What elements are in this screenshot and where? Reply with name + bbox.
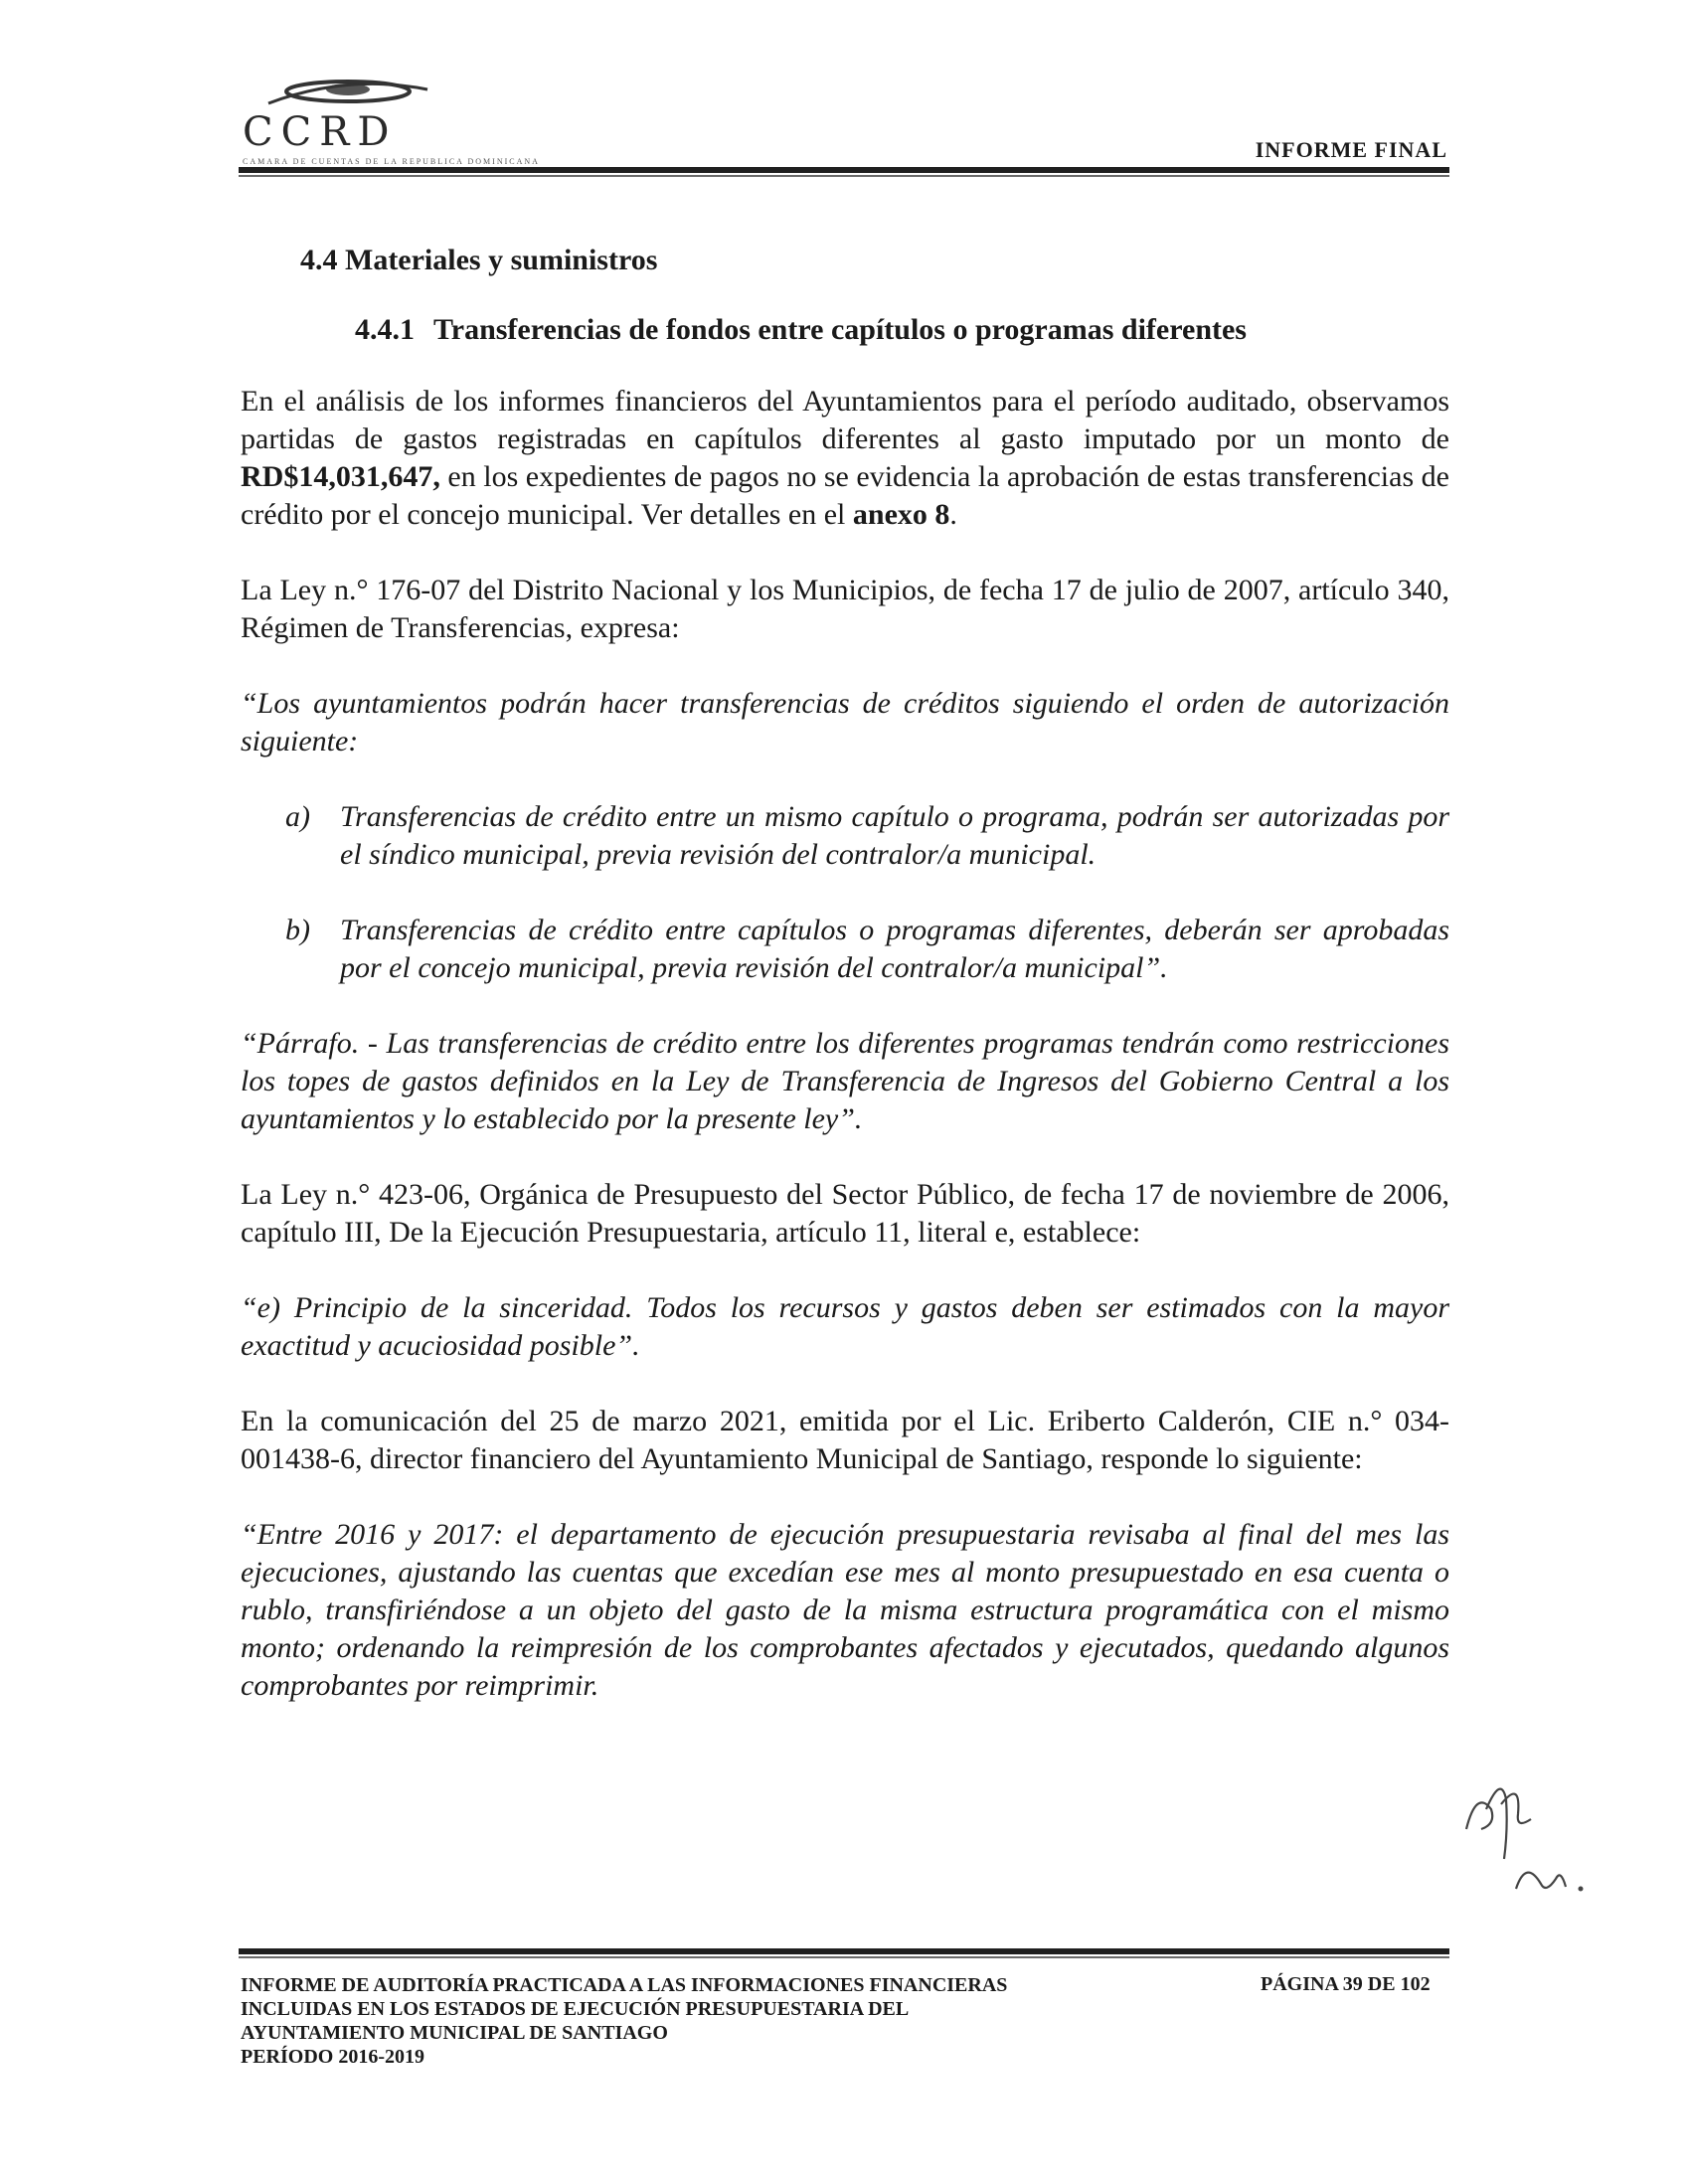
quote-law-176: “Los ayuntamientos podrán hacer transferencias de créditos siguiendo el orden de autorización siguiente: — [241, 687, 1449, 757]
section-number: 4.4 — [300, 244, 338, 276]
logo-subtitle: CAMARA DE CUENTAS DE LA REPUBLICA DOMINICANA — [243, 157, 540, 166]
quote-response: “Entre 2016 y 2017: el departamento de ejecución presupuestaria revisaba al final del mes las ejecuciones, ajustando las cuentas que excedían ese mes al monto presupuestado en esa cuenta o rublo, transfiriéndose a un objeto del gasto de la misma estructura programática con el mismo monto; ordenando la reimpresión de los comprobantes afectados y ejecutados, quedando algunos comprobantes por reimprimir. — [241, 1518, 1449, 1702]
finding-amount: RD$14,031,647, — [241, 460, 440, 493]
footer-line: INCLUIDAS EN LOS ESTADOS DE EJECUCIÓN PRESUPUESTARIA DEL — [241, 1998, 910, 2020]
list-item — [241, 912, 1449, 987]
ccrd-logo — [239, 68, 540, 167]
list-text: Transferencias de crédito entre capítulos o programas diferentes, deberán ser aprobadas por el concejo municipal, previa revisión del contralor/a municipal”. — [340, 914, 1449, 984]
footer-line: PERÍODO 2016-2019 — [241, 2046, 424, 2068]
paragraph-communication: En la comunicación del 25 de marzo 2021, emitida por el Lic. Eriberto Calderón, CIE n.° 034-001438-6, director financiero del Ayuntamiento Municipal de Santiago, responde lo siguiente: — [241, 1405, 1449, 1475]
finding-text-2: en los expedientes de pagos no se evidencia la aprobación de estas transferencias de crédito por el concejo municipal. Ver detalles en el — [241, 460, 1449, 531]
footer-rule-thin — [239, 1956, 1449, 1958]
footer-report-title — [241, 1973, 1007, 2069]
annex-reference: anexo 8 — [852, 498, 950, 531]
handwritten-initials-signature — [1446, 1769, 1596, 1909]
header-rule-thin — [239, 175, 1449, 177]
quote-paragrafo: “Párrafo. - Las transferencias de crédito entre los diferentes programas tendrán como restricciones los topes de gastos definidos en la Ley de Transferencia de Ingresos del Gobierno Central a los ayuntamientos y lo establecido por la presente ley”. — [241, 1027, 1449, 1135]
list-marker: a) — [285, 800, 310, 833]
subsection-number: 4.4.1 — [355, 313, 415, 346]
quote-law-423: “e) Principio de la sinceridad. Todos los recursos y gastos deben ser estimados con la mayor exactitud y acuciosidad posible”. — [241, 1291, 1449, 1362]
header-title: INFORME FINAL — [1255, 137, 1447, 162]
paragraph-law-176: La Ley n.° 176-07 del Distrito Nacional y los Municipios, de fecha 17 de julio de 2007, artículo 340, Régimen de Transferencias, expresa: — [241, 574, 1449, 644]
section-title: Materiales y suministros — [345, 244, 658, 276]
list-marker: b) — [285, 914, 310, 946]
section-heading — [300, 244, 1449, 277]
subsection-title: Transferencias de fondos entre capítulos o programas diferentes — [432, 313, 1247, 346]
paragraph-finding — [241, 383, 1449, 534]
finding-text: En el análisis de los informes financieros del Ayuntamientos para el período auditado, observamos partidas de gastos registradas en capítulos diferentes al gasto imputado por un monto de — [241, 385, 1449, 455]
paragraph-law-423: La Ley n.° 423-06, Orgánica de Presupuesto del Sector Público, de fecha 17 de noviembre de 2006, capítulo III, De la Ejecución Presupuestaria, artículo 11, literal e, establece: — [241, 1178, 1449, 1249]
list-text: Transferencias de crédito entre un mismo capítulo o programa, podrán ser autorizadas por el síndico municipal, previa revisión del contralor/a municipal. — [340, 800, 1449, 871]
footer-rule — [239, 1948, 1449, 1954]
logo-text: CCRD — [243, 109, 398, 155]
subsection-heading — [355, 313, 1449, 347]
list-item — [241, 798, 1449, 874]
finding-end: . — [949, 498, 957, 531]
header-rule — [239, 167, 1449, 173]
footer-line: INFORME DE AUDITORÍA PRACTICADA A LAS INFORMACIONES FINANCIERAS — [241, 1974, 1008, 1996]
page-number: PÁGINA 39 DE 102 — [1261, 1973, 1431, 1995]
document-body — [241, 244, 1449, 1743]
footer-line: AYUNTAMIENTO MUNICIPAL DE SANTIAGO — [241, 2022, 668, 2044]
